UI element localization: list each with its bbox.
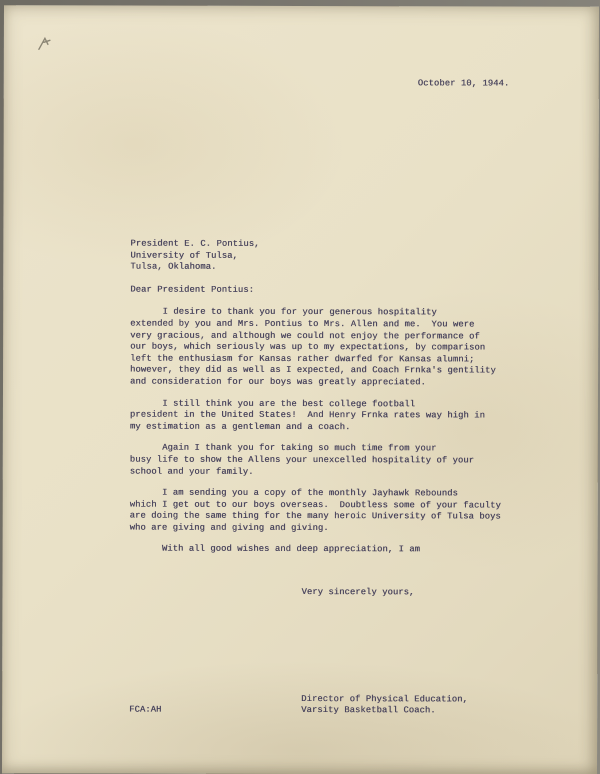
handwritten-pencil-mark	[36, 33, 58, 55]
recipient-address: President E. C. Pontius, University of Tulsa, Tulsa, Oklahoma.	[130, 238, 260, 272]
paragraph-1: I desire to thank you for your generous hospitality extended by you and Mrs. Pontius to Mrs. Allen and me. You were very gracious, and although we could not enjoy the performance of our boys, which seriously was up to my expectations, by comparison left the enthusiasm for Kansas rather dwarfed for Kansas alumni; however, they did as well as I expected, and Coach Frnka's gentility and consideration for our boys was greatly appreciated.	[130, 306, 496, 388]
paragraph-2: I still think you are the best college football president in the United States! And Henry Frnka rates way high in my estimation as a gentleman and a coach.	[129, 398, 485, 432]
typist-reference: FCA:AH	[129, 704, 162, 715]
valediction: Very sincerely yours,	[301, 587, 415, 598]
salutation: Dear President Pontius:	[130, 284, 254, 295]
paragraph-3: Again I thank you for taking so much time from your busy life to show the Allens your unexcelled hospitality of your school and your family.	[129, 442, 475, 477]
letter-paper	[2, 5, 599, 774]
paragraph-4: I am sending you a copy of the monthly Jayhawk Rebounds which I get out to our boys overseas. Doubtless some of your faculty are doing the same thing for the many heroic University of Tulsa boys who are giving and giving and giving.	[129, 487, 501, 533]
letter-body	[129, 239, 508, 718]
closing-line: With all good wishes and deep appreciation, I am	[129, 544, 421, 555]
signature-title-block: Director of Physical Education, Varsity Basketball Coach.	[301, 693, 468, 716]
letter-date: October 10, 1944.	[417, 78, 510, 89]
signature-row	[129, 693, 507, 717]
